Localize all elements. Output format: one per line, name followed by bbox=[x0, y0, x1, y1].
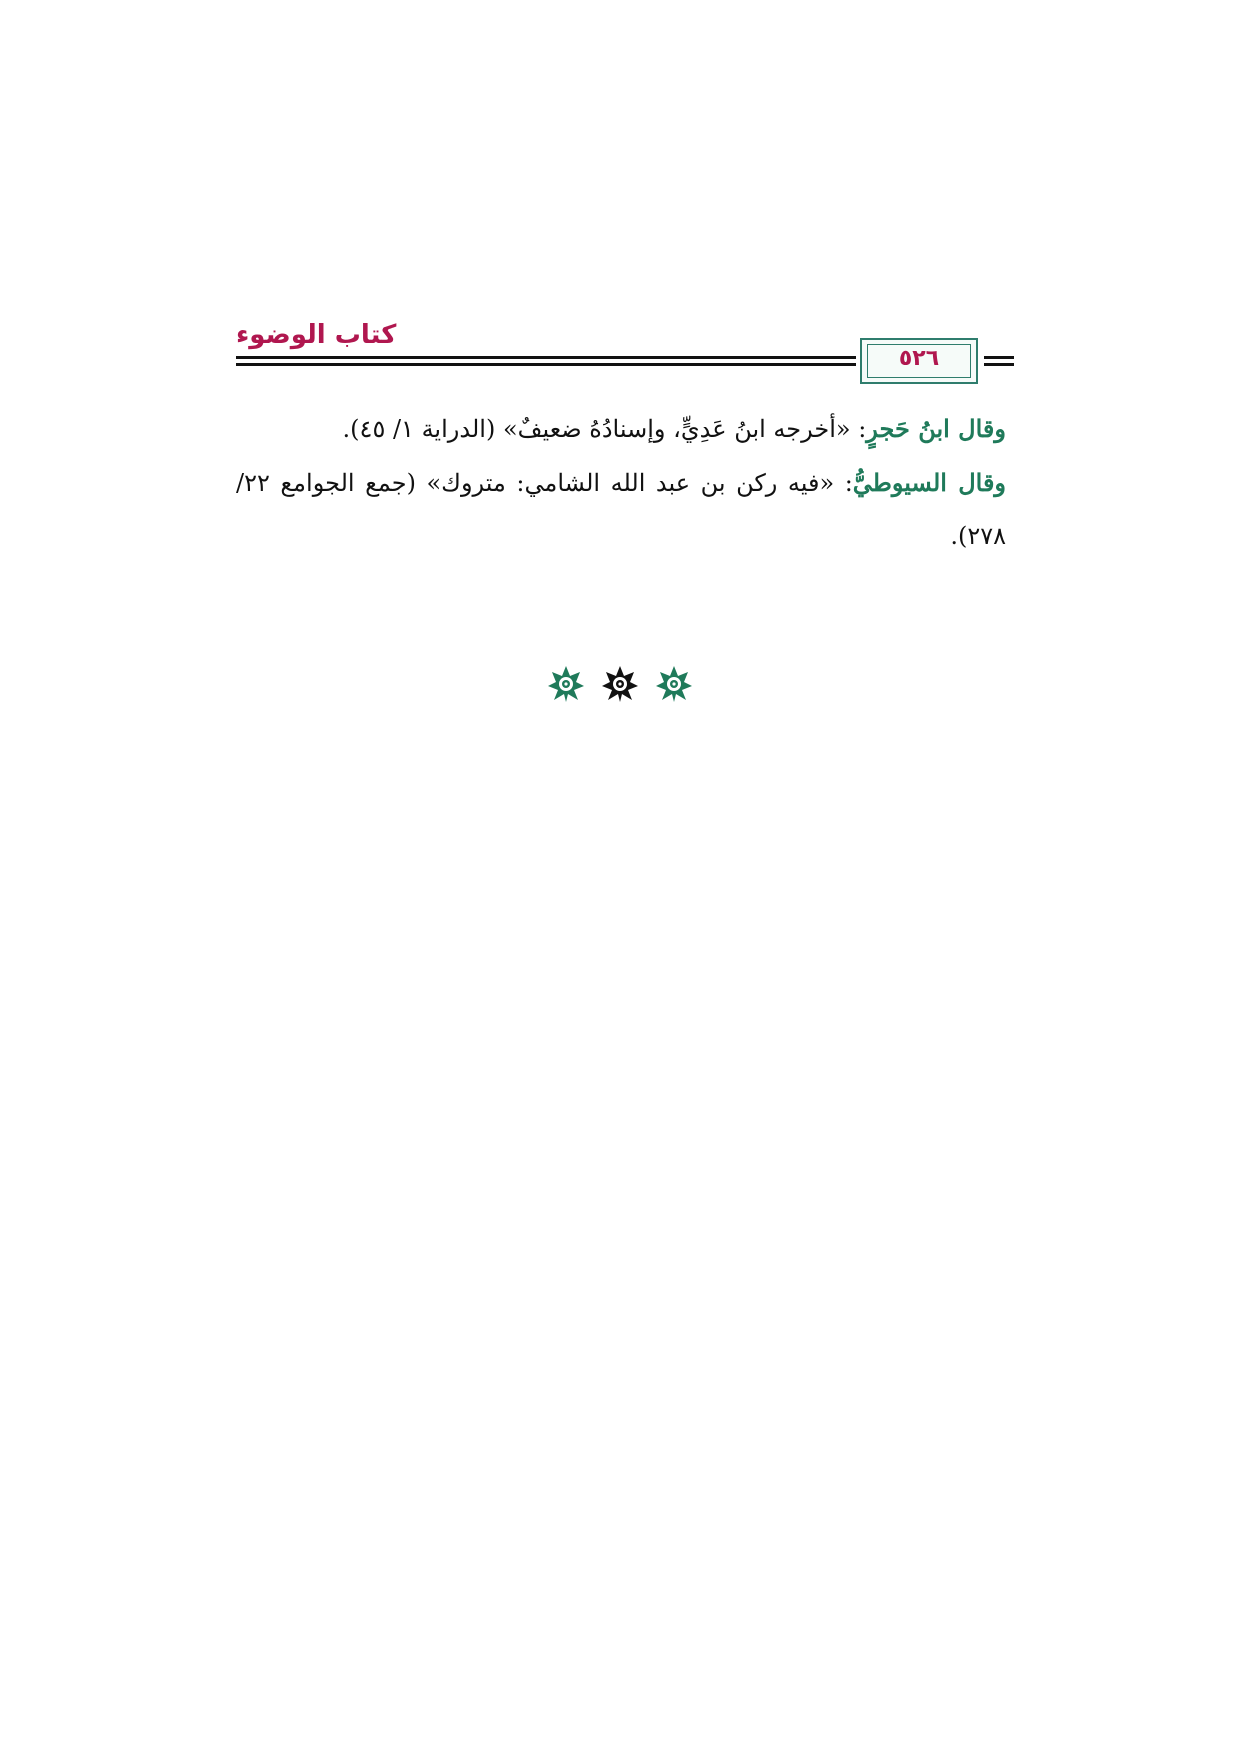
star-flower-icon bbox=[654, 664, 694, 704]
page-number-frame bbox=[860, 338, 978, 384]
quote-text: : «فيه ركن بن عبد الله الشامي: متروك» (جمع الجوامع ٢٢/ ٢٧٨). bbox=[236, 469, 1006, 550]
paragraph-ibn-hajar bbox=[236, 402, 1006, 456]
chapter-title: كتاب الوضوء bbox=[236, 320, 397, 350]
page-header bbox=[236, 318, 1014, 390]
header-rule-short bbox=[984, 356, 1014, 368]
section-divider-ornaments bbox=[0, 664, 1240, 708]
speaker-name: وقال السيوطيُّ bbox=[852, 468, 1007, 497]
paragraph-suyuti bbox=[236, 456, 1006, 563]
header-rule bbox=[236, 356, 856, 368]
star-flower-icon bbox=[600, 664, 640, 704]
body-text bbox=[236, 402, 1006, 563]
quote-text: : «أخرجه ابنُ عَدِيٍّ، وإسنادُهُ ضعيفٌ» (الدراية ١/ ٤٥). bbox=[342, 415, 867, 443]
speaker-name: وقال ابنُ حَجرٍ bbox=[866, 414, 1006, 443]
page-number: ٥٢٦ bbox=[898, 346, 940, 371]
star-flower-icon bbox=[546, 664, 586, 704]
